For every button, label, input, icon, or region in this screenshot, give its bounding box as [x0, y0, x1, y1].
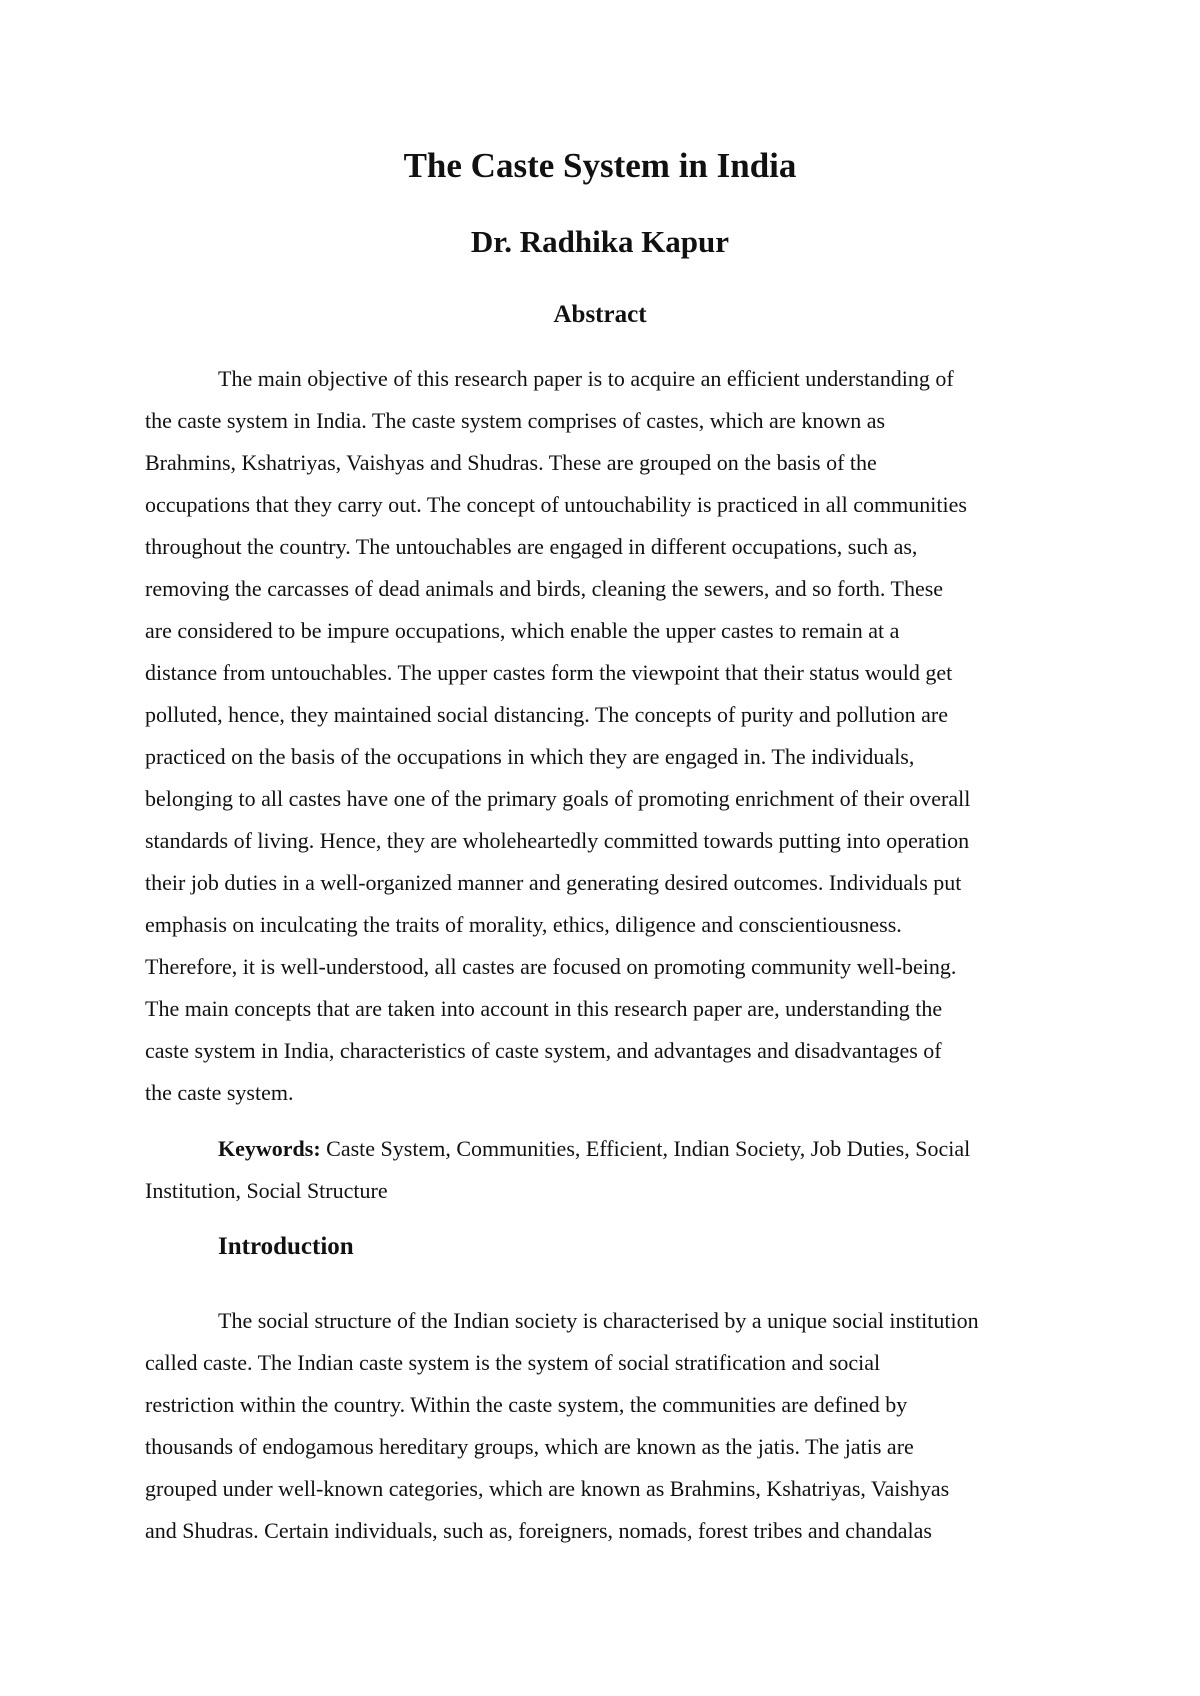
introduction-heading: Introduction: [218, 1233, 354, 1260]
intro-line: grouped under well-known categories, which are known as Brahmins, Kshatriyas, Vaishyas: [145, 1476, 950, 1501]
paper-author: Dr. Radhika Kapur: [470, 224, 730, 259]
abstract-line: emphasis on inculcating the traits of morality, ethics, diligence and conscientiousness.: [145, 912, 902, 937]
keywords-line: Institution, Social Structure: [145, 1178, 388, 1203]
keywords-line: [145, 1128, 1065, 1170]
abstract-line: their job duties in a well-organized manner and generating desired outcomes. Individuals put: [145, 870, 962, 895]
abstract-line: throughout the country. The untouchables are engaged in different occupations, such as,: [145, 534, 918, 559]
abstract-heading: Abstract: [553, 301, 647, 328]
keywords-list: Caste System, Communities, Efficient, Indian Society, Job Duties, Social: [326, 1136, 971, 1161]
abstract-line: the caste system.: [145, 1080, 294, 1105]
intro-line: called caste. The Indian caste system is the system of social stratification and social: [145, 1350, 881, 1375]
abstract-line: The main objective of this research paper is to acquire an efficient understanding of: [218, 366, 954, 391]
abstract-line: The main concepts that are taken into account in this research paper are, understanding the: [145, 996, 943, 1021]
abstract-line: occupations that they carry out. The concept of untouchability is practiced in all communities: [145, 492, 967, 517]
abstract-line: belonging to all castes have one of the primary goals of promoting enrichment of their overall: [145, 786, 971, 811]
abstract-line: polluted, hence, they maintained social distancing. The concepts of purity and pollution are: [145, 702, 948, 727]
keywords-paragraph: [145, 1128, 1065, 1212]
abstract-line: caste system in India, characteristics of caste system, and advantages and disadvantages of: [145, 1038, 942, 1063]
abstract-paragraph: [145, 358, 1065, 1114]
intro-line: and Shudras. Certain individuals, such as, foreigners, nomads, forest tribes and chandalas: [145, 1518, 932, 1543]
intro-line: The social structure of the Indian society is characterised by a unique social institution: [218, 1308, 979, 1333]
abstract-line: Therefore, it is well-understood, all castes are focused on promoting community well-being.: [145, 954, 957, 979]
paper-title: The Caste System in India: [403, 146, 797, 185]
abstract-line: are considered to be impure occupations, which enable the upper castes to remain at a: [145, 618, 900, 643]
keywords-label: Keywords:: [218, 1136, 321, 1161]
abstract-line: removing the carcasses of dead animals and birds, cleaning the sewers, and so forth. These: [145, 576, 944, 601]
abstract-line: practiced on the basis of the occupations in which they are engaged in. The individuals,: [145, 744, 915, 769]
abstract-line: distance from untouchables. The upper castes form the viewpoint that their status would get: [145, 660, 953, 685]
intro-line: thousands of endogamous hereditary groups, which are known as the jatis. The jatis are: [145, 1434, 914, 1459]
intro-line: restriction within the country. Within the caste system, the communities are defined by: [145, 1392, 908, 1417]
introduction-paragraph: [145, 1300, 1065, 1552]
abstract-line: the caste system in India. The caste system comprises of castes, which are known as: [145, 408, 886, 433]
abstract-line: standards of living. Hence, they are wholeheartedly committed towards putting into operation: [145, 828, 970, 853]
abstract-line: Brahmins, Kshatriyas, Vaishyas and Shudras. These are grouped on the basis of the: [145, 450, 877, 475]
